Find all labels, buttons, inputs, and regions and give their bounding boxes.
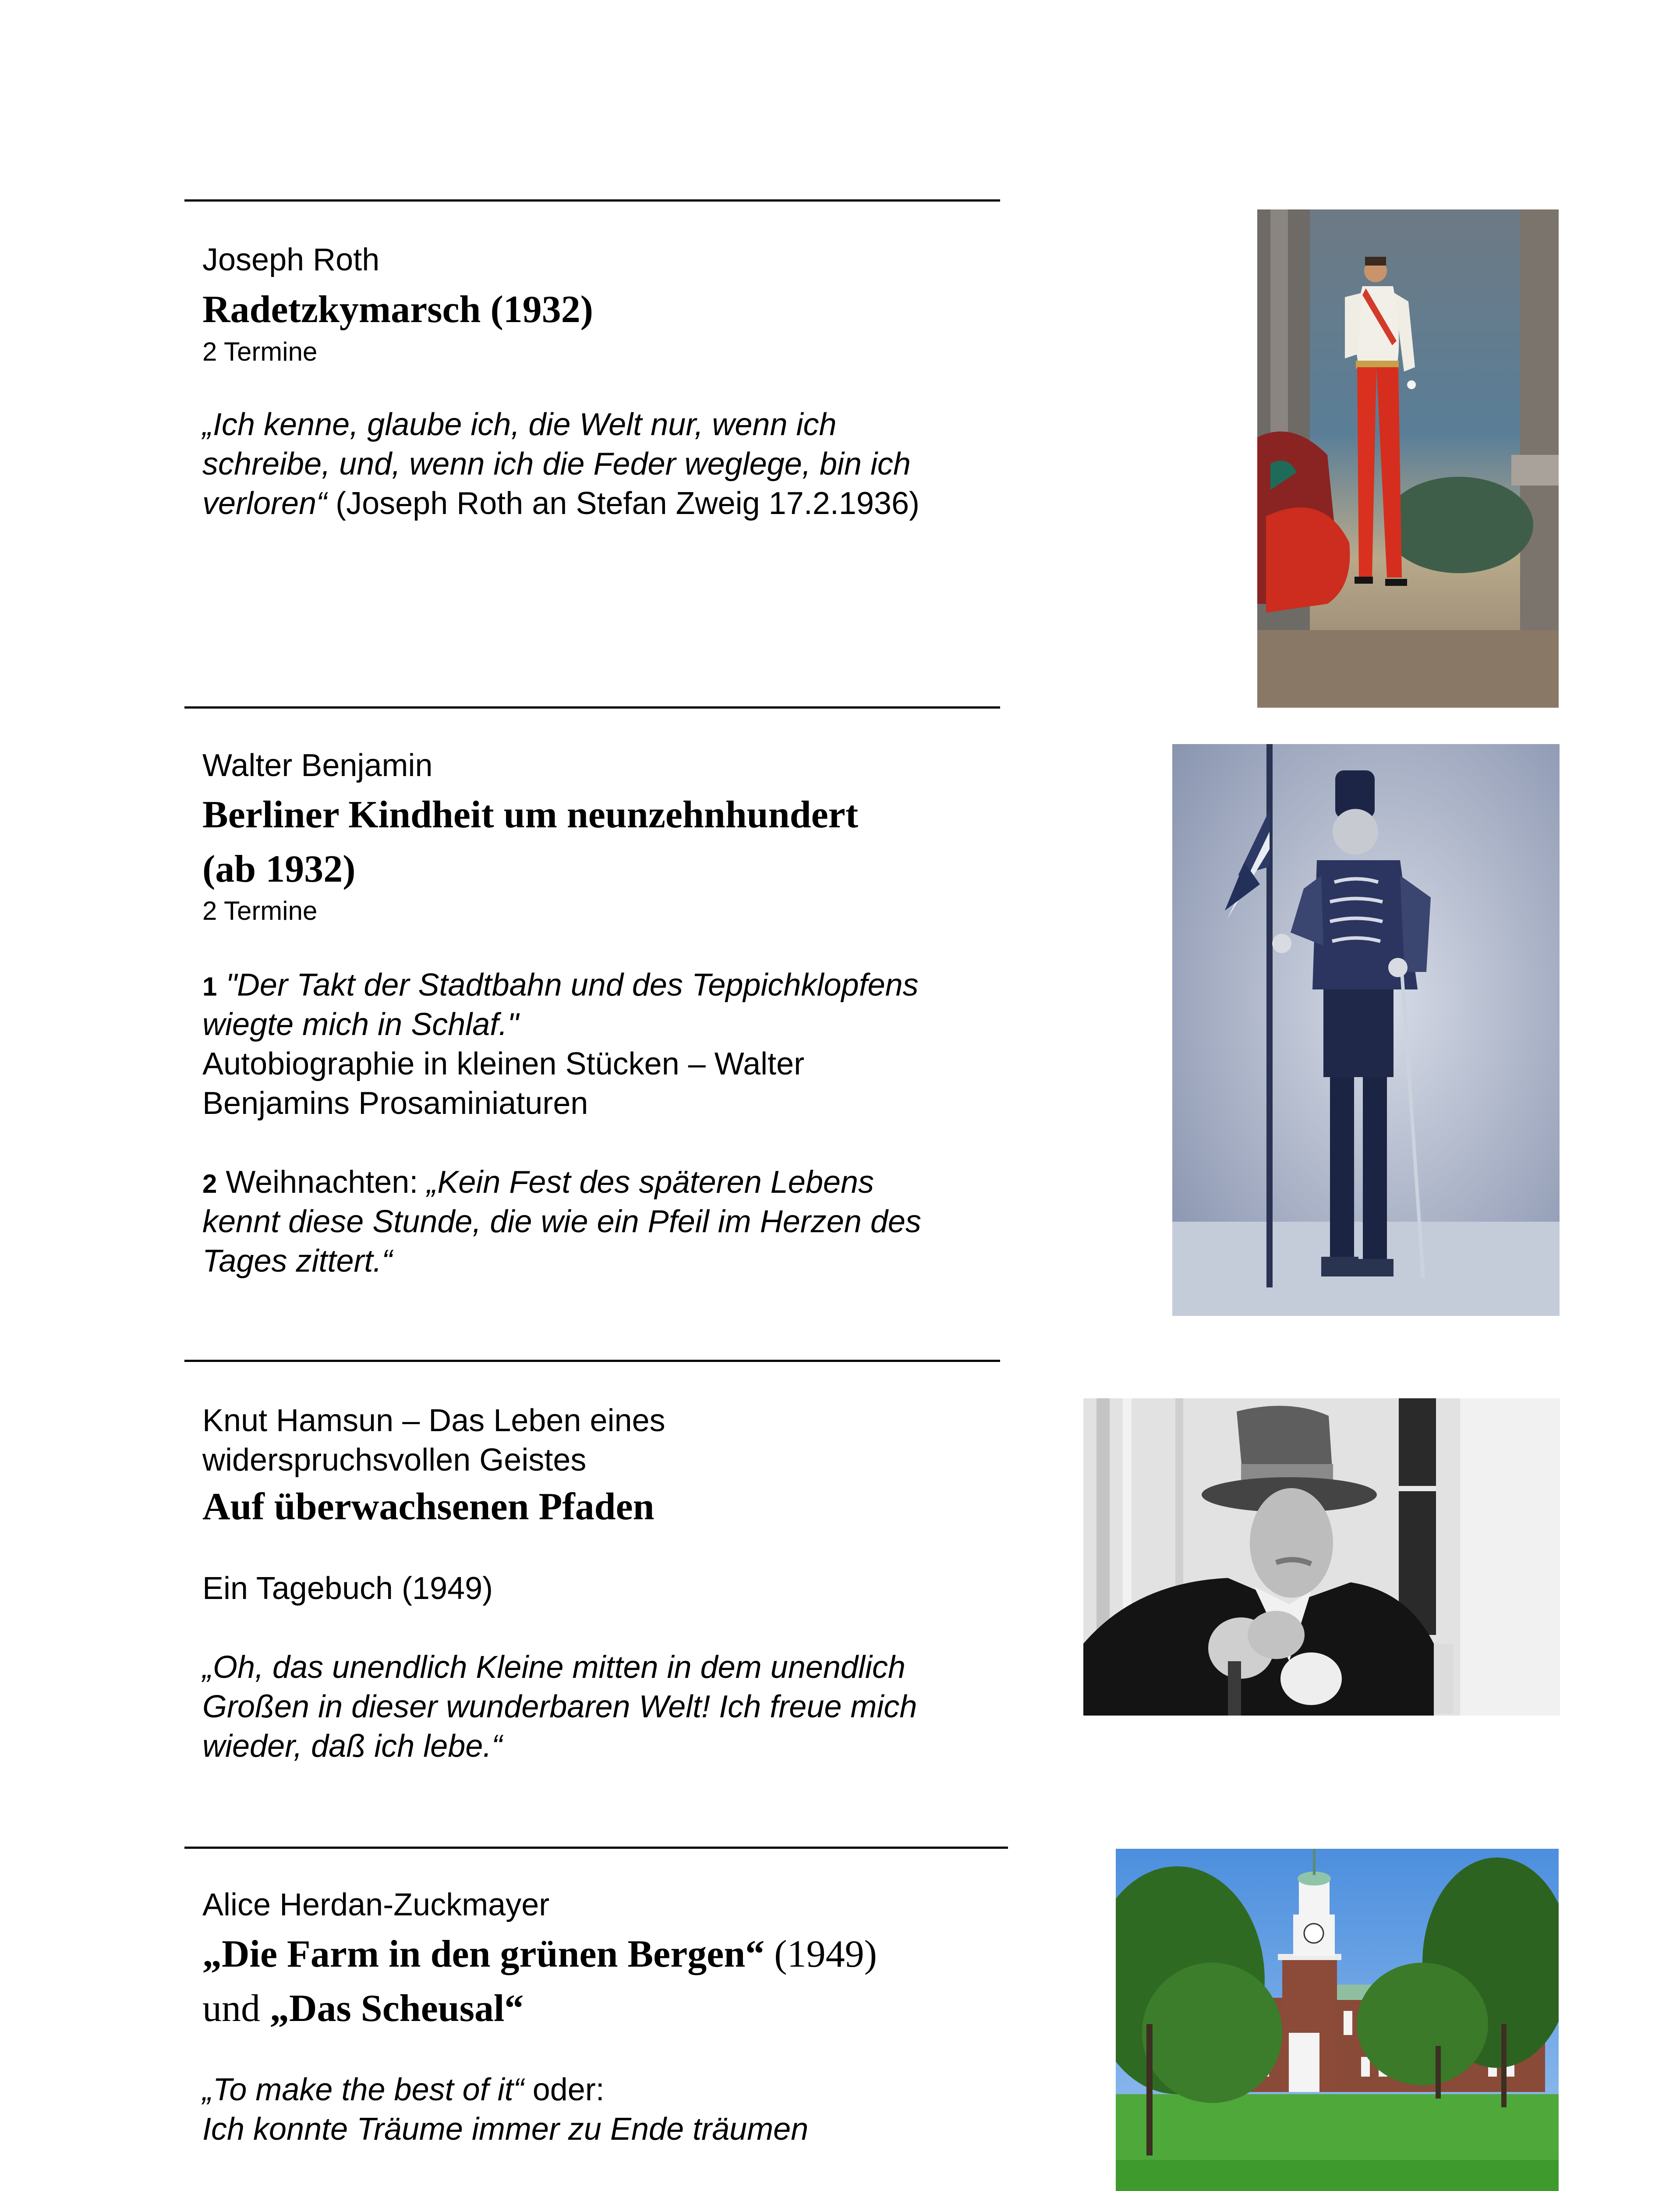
quote-line: „Oh, das unendlich Kleine mitten in dem unendlich (202, 1650, 905, 1685)
conjunction: und (202, 1987, 270, 2030)
quote-line: „Kein Fest des späteren Lebens (427, 1165, 874, 1200)
book-title: Radetzkymarsch (1932) (202, 288, 594, 331)
quote-line: verloren“ (202, 486, 327, 521)
quote-line: Ich konnte Träume immer zu Ende träumen (202, 2112, 809, 2147)
quote-line: „Ich kenne, glaube ich, die Welt nur, wenn ich (202, 407, 837, 442)
author-line: widerspruchsvollen Geistes (202, 1443, 587, 1478)
part-2-quote (202, 1163, 874, 1204)
divider-rule (184, 1847, 1008, 1849)
quote-line: kennt diese Stunde, die wie ein Pfeil im Herzen des (202, 1204, 921, 1239)
quote-line (202, 2070, 605, 2109)
part-label: Weihnachten: (217, 1165, 427, 1200)
portrait-painting-graphic (1257, 209, 1559, 708)
quote-line: schreibe, und, wenn ich die Feder weglege, bin ich (202, 447, 911, 482)
old-man-hat-photo-graphic (1083, 1398, 1560, 1716)
description-line: Autobiographie in kleinen Stücken – Walter (202, 1046, 805, 1081)
old-man-hat-photo-image (1083, 1398, 1560, 1716)
part-number: 2 (202, 1169, 217, 1198)
book-subtitle: Ein Tagebuch (1949) (202, 1571, 493, 1606)
book-title-line: Berliner Kindheit um neunzehnhundert (202, 794, 859, 836)
quote-line: wiegte mich in Schlaf." (202, 1007, 519, 1042)
divider-rule (184, 706, 1000, 709)
termine-count: 2 Termine (202, 337, 318, 366)
author-name: Walter Benjamin (202, 748, 433, 783)
quote-line: "Der Takt der Stadtbahn und des Teppichklopfens (217, 968, 919, 1003)
clock-tower-photo-graphic (1116, 1849, 1559, 2191)
boy-hussar-photo-graphic (1172, 744, 1560, 1316)
author-name: Joseph Roth (202, 242, 380, 277)
book-title-line: (ab 1932) (202, 848, 356, 890)
book-title-line (202, 1928, 877, 1981)
boy-hussar-photo-image (1172, 744, 1560, 1316)
author-line: Knut Hamsun – Das Leben eines (202, 1403, 665, 1438)
book-title-line (202, 1982, 523, 2035)
portrait-painting-image (1257, 209, 1559, 708)
divider-rule (184, 1360, 1000, 1362)
description-line: Benjamins Prosaminiaturen (202, 1086, 588, 1121)
book-title-bold: „Die Farm in den grünen Bergen“ (202, 1933, 765, 1975)
book-title-bold: „Das Scheusal“ (270, 1987, 524, 2030)
clock-tower-photo-image (1116, 1849, 1559, 2191)
quote-line-with-source (202, 484, 920, 523)
part-number: 1 (202, 972, 217, 1001)
divider-rule (184, 199, 1000, 202)
quote-plain: oder: (523, 2072, 605, 2107)
author-name: Alice Herdan-Zuckmayer (202, 1887, 550, 1922)
quote-italic: „To make the best of it“ (202, 2072, 524, 2107)
quote-line: Tages zittert.“ (202, 1244, 393, 1279)
quote-line: wieder, daß ich lebe.“ (202, 1729, 502, 1764)
book-year: (1949) (764, 1933, 877, 1975)
part-1-quote (202, 965, 919, 1007)
book-title: Auf überwachsenen Pfaden (202, 1485, 654, 1528)
quote-line: Großen in dieser wunderbaren Welt! Ich freue mich (202, 1689, 917, 1724)
quote-source: (Joseph Roth an Stefan Zweig 17.2.1936) (327, 486, 920, 521)
termine-count: 2 Termine (202, 896, 318, 925)
